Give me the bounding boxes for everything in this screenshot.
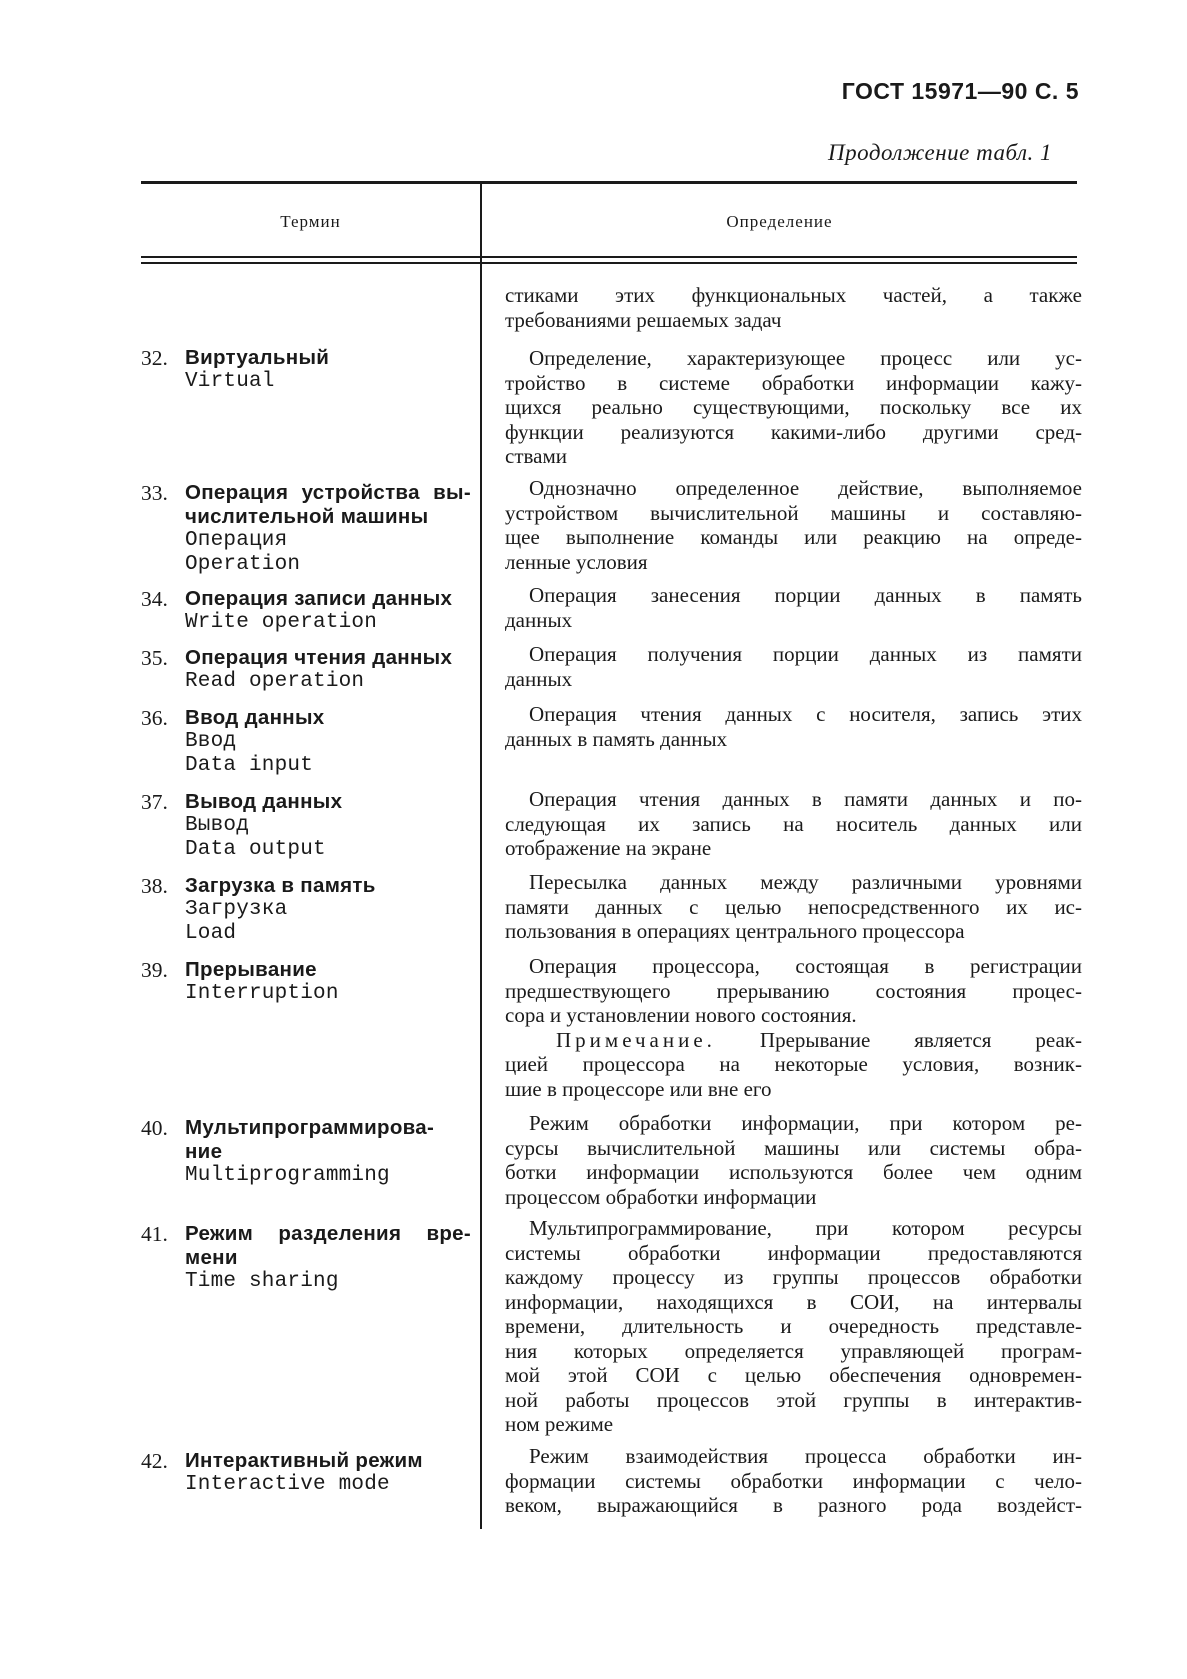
term-name: Виртуальный	[185, 346, 330, 369]
definition-line: Однозначно определенное действие, выполняемое	[529, 476, 1082, 500]
term-name: Ввод данных	[185, 706, 325, 729]
page-header: ГОСТ 15971—90 С. 5	[841, 78, 1079, 104]
definition-38	[505, 870, 1082, 944]
term-synonym: Вывод	[185, 814, 250, 837]
definition-line: ной работы процессов этой группы в интерактив-	[505, 1387, 1082, 1412]
term-english: Operation	[185, 553, 301, 576]
term-synonym: Ввод	[185, 730, 237, 753]
note-line: цией процессора на некоторые условия, возник-	[505, 1052, 1082, 1076]
definition-line: требованиями решаемых задач	[505, 307, 782, 332]
column-header-definition: Определение	[726, 212, 833, 231]
definition-35	[505, 642, 1082, 691]
note-text: Прерывание является реак-	[759, 1027, 1082, 1052]
term-entry-42	[141, 1449, 471, 1497]
term-english: Interruption	[185, 982, 339, 1005]
term-number: 35.	[141, 646, 168, 670]
definition-line: устройством вычислительной машины и составляю-	[505, 500, 1082, 525]
definition-line: Режим взаимодействия процесса обработки ин-	[529, 1444, 1082, 1468]
definition-line: процессом обработки информации	[505, 1184, 817, 1209]
column-separator	[480, 184, 482, 1529]
definition-39	[505, 954, 1082, 1101]
definition-line: ния которых определяется управляющей програм-	[505, 1338, 1082, 1363]
term-synonym: Загрузка	[185, 898, 288, 921]
definition-36	[505, 702, 1082, 751]
definition-line: данных	[505, 666, 573, 691]
term-number: 41.	[141, 1222, 168, 1246]
term-name: Операция записи данных	[185, 587, 453, 610]
note-label: Примечание.	[556, 1027, 716, 1052]
definition-line: пользования в операциях центрального процессора	[505, 919, 965, 943]
term-name: Загрузка в память	[185, 874, 376, 897]
term-name: Мультипрограммирова-	[185, 1116, 435, 1139]
term-entry-32	[141, 346, 471, 394]
term-english: Load	[185, 922, 237, 945]
definition-line: ном режиме	[505, 1412, 614, 1436]
definition-line: щихся реально существующими, поскольку все их	[505, 395, 1082, 419]
definition-line: ботки информации используются более чем одним	[505, 1160, 1082, 1184]
definition-line: сурсы вычислительной машины или системы обра-	[505, 1135, 1082, 1160]
definition-line: данных	[505, 607, 573, 632]
table-top-rule	[141, 181, 1077, 184]
definition-line: времени, длительность и очередность представле-	[505, 1314, 1082, 1338]
definition-line: Операция занесения порции данных в память	[529, 583, 1082, 607]
term-name: Режим разделения вре-	[185, 1222, 471, 1245]
term-number: 40.	[141, 1116, 168, 1140]
term-english: Write operation	[185, 611, 378, 634]
term-name: Интерактивный режим	[185, 1449, 423, 1472]
definition-line: Операция чтения данных в памяти данных и по-	[529, 787, 1082, 811]
definition-42	[505, 1444, 1082, 1518]
term-name: Операция устройства вы-	[185, 481, 471, 504]
term-name: Прерывание	[185, 958, 317, 981]
definition-line: каждому процессу из группы процессов обработки	[505, 1265, 1082, 1289]
term-number: 34.	[141, 587, 168, 611]
term-entry-39	[141, 958, 471, 1006]
definition-34	[505, 583, 1082, 632]
term-english: Virtual	[185, 370, 275, 393]
definition-40	[505, 1111, 1082, 1209]
definition-line: Операция получения порции данных из памяти	[529, 642, 1082, 666]
definition-line: следующая их запись на носитель данных или	[505, 811, 1082, 836]
definition-line: формации системы обработки информации с чело-	[505, 1468, 1082, 1493]
definition-37	[505, 787, 1082, 861]
definition-line: тройство в системе обработки информации кажу-	[505, 370, 1082, 395]
term-number: 36.	[141, 706, 168, 730]
term-entry-38	[141, 874, 471, 946]
definition-33	[505, 476, 1082, 574]
term-entry-33	[141, 481, 471, 577]
definition-line: мой этой СОИ с целью обеспечения одновремен-	[505, 1363, 1082, 1387]
term-entry-40	[141, 1116, 471, 1188]
term-entry-36	[141, 706, 471, 778]
definition-line: предшествующего прерыванию состояния процес-	[505, 978, 1082, 1003]
term-name: мени	[185, 1246, 238, 1269]
term-number: 37.	[141, 790, 168, 814]
term-name: ние	[185, 1140, 223, 1163]
term-name: Вывод данных	[185, 790, 343, 813]
header-rule-double	[141, 262, 1077, 264]
term-entry-41	[141, 1222, 471, 1294]
term-number: 32.	[141, 346, 168, 370]
continued-definition	[505, 283, 1082, 332]
term-entry-34	[141, 587, 471, 635]
definition-line: щее выполнение команды или реакцию на опреде-	[505, 525, 1082, 549]
definition-line: отображение на экране	[505, 836, 712, 860]
definition-line: информации, находящихся в СОИ, на интервалы	[505, 1289, 1082, 1314]
term-name: числительной машины	[185, 505, 429, 528]
definition-line: Режим обработки информации, при котором ре-	[529, 1111, 1082, 1135]
note-line: шие в процессоре или вне его	[505, 1076, 772, 1101]
definition-line: веком, выражающийся в разного рода воздейст-	[505, 1493, 1082, 1517]
term-number: 33.	[141, 481, 168, 505]
term-number: 39.	[141, 958, 168, 982]
term-english: Read operation	[185, 670, 365, 693]
term-synonym: Операция	[185, 529, 288, 552]
term-number: 42.	[141, 1449, 168, 1473]
term-english: Interactive mode	[185, 1473, 390, 1496]
term-entry-37	[141, 790, 471, 862]
definition-41	[505, 1216, 1082, 1437]
definition-line: ленные условия	[505, 549, 648, 574]
header-rule	[141, 256, 1077, 258]
definition-line: Мультипрограммирование, при котором ресурсы	[529, 1216, 1082, 1240]
definition-line: памяти данных с целью непосредственного их ис-	[505, 894, 1082, 919]
term-english: Time sharing	[185, 1270, 339, 1293]
term-entry-35	[141, 646, 471, 694]
definition-line: сора и установлении нового состояния.	[505, 1003, 857, 1027]
term-english: Data input	[185, 754, 314, 777]
definition-line: данных в память данных	[505, 726, 728, 751]
definition-line: Операция чтения данных с носителя, запись этих	[529, 702, 1082, 726]
definition-line: системы обработки информации предоставляются	[505, 1240, 1082, 1265]
definition-line: Определение, характеризующее процесс или ус-	[529, 346, 1082, 370]
table-continuation-label: Продолжение табл. 1	[828, 140, 1052, 165]
column-header-term: Термин	[280, 212, 341, 231]
definition-line: Пересылка данных между различными уровнями	[529, 870, 1082, 894]
note-line	[505, 1028, 1082, 1053]
term-number: 38.	[141, 874, 168, 898]
definition-line: Операция процессора, состоящая в регистрации	[529, 954, 1082, 978]
definition-line: стиками этих функциональных частей, а также	[505, 283, 1082, 307]
definition-32	[505, 346, 1082, 469]
definition-line: ствами	[505, 444, 567, 468]
term-english: Data output	[185, 838, 326, 861]
term-english: Multiprogramming	[185, 1164, 390, 1187]
term-name: Операция чтения данных	[185, 646, 453, 669]
definition-line: функции реализуются какими-либо другими сред-	[505, 419, 1082, 444]
